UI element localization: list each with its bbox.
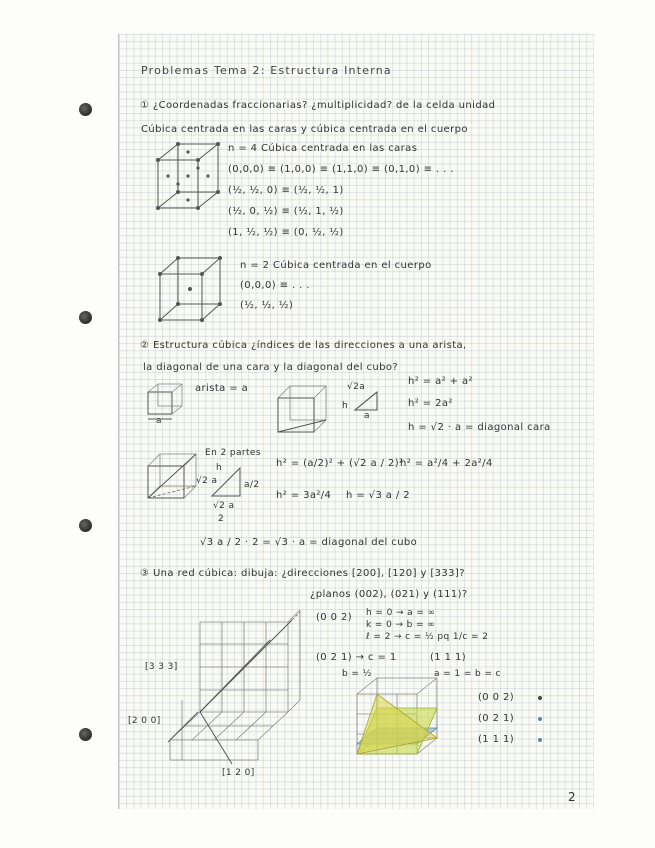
problem2-question-line1: ② Estructura cúbica ¿índices de las direcciones a una arista, bbox=[140, 340, 467, 351]
triangle-sqrt2a-label: √2a bbox=[347, 382, 366, 392]
legend-marker-111 bbox=[538, 738, 542, 742]
fcc-coords-line2: (½, ½, 0) ≡ (½, ½, 1) bbox=[228, 185, 344, 196]
edge-a-label: a bbox=[156, 416, 162, 426]
triangle-h-label: h bbox=[342, 401, 349, 411]
legend-111: (1 1 1) bbox=[478, 734, 515, 745]
bcc-coords-line2: (½, ½, ½) bbox=[240, 300, 294, 311]
body-diagonal-cube-sketch bbox=[148, 454, 196, 498]
direction-333-label: [3 3 3] bbox=[145, 662, 178, 672]
eq-cube-3: h² = 3a²/4 bbox=[276, 490, 332, 501]
half-triangle-sqrt2a: √2 a bbox=[196, 476, 218, 486]
legend-021: (0 2 1) bbox=[478, 713, 515, 724]
planes-cube-sketch bbox=[357, 678, 437, 754]
legend-marker-021 bbox=[538, 717, 542, 721]
page-number: 2 bbox=[568, 790, 577, 804]
right-triangle-sketch bbox=[355, 392, 377, 410]
fcc-cube-sketch bbox=[156, 142, 220, 210]
direction-120-label: [1 2 0] bbox=[222, 768, 255, 778]
problem1-question-line2: Cúbica centrada en las caras y cúbica centrada en el cuerpo bbox=[141, 124, 468, 135]
half-triangle-base: √2 a bbox=[213, 501, 235, 511]
half-triangle-h: h bbox=[216, 463, 223, 473]
plane-002-label: (0 0 2) bbox=[316, 612, 353, 623]
half-triangle-a2: a/2 bbox=[244, 480, 260, 490]
plane-002-k: k = 0 → b = ∞ bbox=[366, 620, 436, 630]
plane-111-abc: a = 1 = b = c bbox=[434, 669, 501, 679]
plane-021-b: b = ½ bbox=[342, 669, 372, 679]
eq-cube-1: h² = (a/2)² + (√2 a / 2)² bbox=[276, 458, 404, 469]
legend-marker-002 bbox=[538, 696, 542, 700]
page-title: Problemas Tema 2: Estructura Interna bbox=[141, 64, 392, 77]
eq-cube-4: h = √3 a / 2 bbox=[346, 490, 411, 501]
lattice-sketch bbox=[168, 610, 300, 764]
plane-002-h: h = 0 → a = ∞ bbox=[366, 608, 436, 618]
eq-face-3: h = √2 · a = diagonal cara bbox=[408, 422, 551, 433]
bcc-label: n = 2 Cúbica centrada en el cuerpo bbox=[240, 260, 432, 271]
problem3-question-line1: ③ Una red cúbica: dibuja: ¿direcciones [200], [120] y [333]? bbox=[140, 568, 465, 579]
fcc-coords-line1: (0,0,0) ≡ (1,0,0) ≡ (1,1,0) ≡ (0,1,0) ≡ . . . bbox=[228, 164, 454, 175]
plane-111-label: (1 1 1) bbox=[430, 652, 467, 663]
direction-200-label: [2 0 0] bbox=[128, 716, 161, 726]
problem3-question-line2: ¿planos (002), (021) y (111)? bbox=[310, 589, 468, 600]
bcc-cube-sketch bbox=[158, 256, 222, 322]
face-diagonal-cube-sketch bbox=[278, 386, 326, 432]
en-2-partes: En 2 partes bbox=[205, 448, 261, 458]
arista-label: arista = a bbox=[195, 383, 249, 394]
triangle-a-label: a bbox=[364, 411, 370, 421]
fcc-label: n = 4 Cúbica centrada en las caras bbox=[228, 143, 418, 154]
eq-cube-5: √3 a / 2 · 2 = √3 · a = diagonal del cubo bbox=[200, 537, 418, 548]
half-triangle-sketch bbox=[212, 468, 240, 496]
eq-face-2: h² = 2a² bbox=[408, 398, 453, 409]
bcc-coords-line1: (0,0,0) ≡ . . . bbox=[240, 280, 310, 291]
problem1-question-line1: ① ¿Coordenadas fraccionarias? ¿multiplicidad? de la celda unidad bbox=[140, 100, 496, 111]
eq-cube-2: h² = a²/4 + 2a²/4 bbox=[400, 458, 493, 469]
half-triangle-base-den: 2 bbox=[218, 514, 225, 524]
fcc-coords-line3: (½, 0, ½) ≡ (½, 1, ½) bbox=[228, 206, 344, 217]
fcc-coords-line4: (1, ½, ½) ≡ (0, ½, ½) bbox=[228, 227, 344, 238]
problem2-question-line2: la diagonal de una cara y la diagonal del cubo? bbox=[143, 362, 399, 373]
edge-cube-sketch bbox=[148, 384, 182, 419]
eq-face-1: h² = a² + a² bbox=[408, 376, 473, 387]
plane-002-l: ℓ = 2 → c = ½ pq 1/c = 2 bbox=[366, 632, 489, 642]
legend-002: (0 0 2) bbox=[478, 692, 515, 703]
plane-021-label: (0 2 1) → c = 1 bbox=[316, 652, 397, 663]
